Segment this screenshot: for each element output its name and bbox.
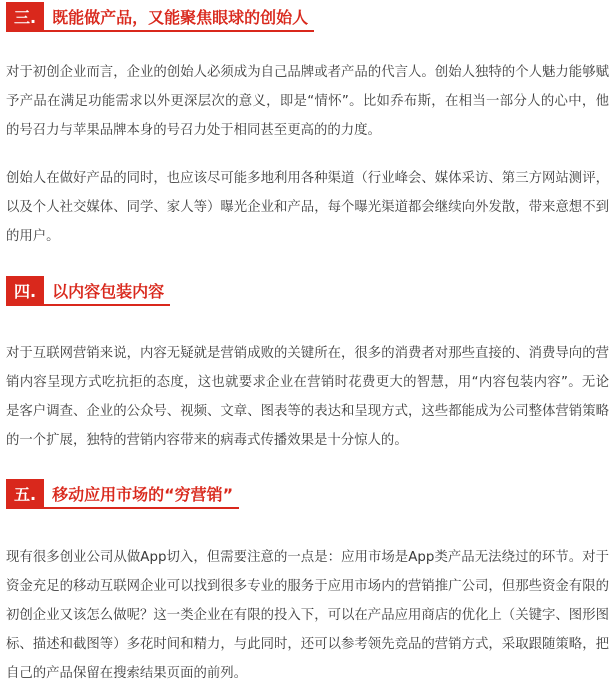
- section-number-badge: 四.: [6, 276, 44, 304]
- paragraph: 对于互联网营销来说，内容无疑就是营销成败的关键所在，很多的消费者对那些直接的、消费导向的营销内容呈现方式吃抗拒的态度，这也就要求企业在营销时花费更大的智慧，用“内容包装内容”。无论是客户调查、企业的公众号、视频、文章、图表等的表达和呈现方式，这些都能成为公司整体营销策略的一个扩展，独特的营销内容带来的病毒式传播效果是十分惊人的。: [6, 346, 609, 448]
- section-heading-4: [6, 276, 170, 306]
- section-number-badge: 三.: [6, 2, 44, 30]
- paragraph: 对于初创企业而言，企业的创始人必须成为自己品牌或者产品的代言人。创始人独特的个人魅力能够赋予产品在满足功能需求以外更深层次的意义，即是“情怀”。比如乔布斯，在相当一部分人的心中，他的号召力与苹果品牌本身的号召力处于相同甚至更高的的力度。: [6, 65, 609, 138]
- section-heading-3: [6, 2, 314, 32]
- section-title: 移动应用市场的“穷营销”: [52, 484, 234, 504]
- section-title: 以内容包装内容: [52, 281, 165, 301]
- paragraph: 创始人在做好产品的同时，也应该尽可能多地利用各种渠道（行业峰会、媒体采访、第三方网站测评，以及个人社交媒体、同学、家人等）曝光企业和产品，每个曝光渠道都会继续向外发散，带来意想不到的用户。: [6, 171, 609, 244]
- section-number-badge: 五.: [6, 479, 44, 507]
- section-title: 既能做产品，又能聚焦眼球的创始人: [52, 7, 309, 27]
- section-heading-5: [6, 479, 239, 509]
- paragraph: 现有很多创业公司从做App切入，但需要注意的一点是：应用市场是App类产品无法绕过的环节。对于资金充足的移动互联网企业可以找到很多专业的服务于应用市场内的营销推广公司，但那些资金有限的初创企业又该怎么做呢？这一类企业在有限的投入下，可以在产品应用商店的优化上（关键字、图形图标、描述和截图等）多花时间和精力，与此同时，还可以参考领先竞品的营销方式，采取跟随策略，把自己的产品保留在搜索结果页面的前列。: [6, 550, 609, 681]
